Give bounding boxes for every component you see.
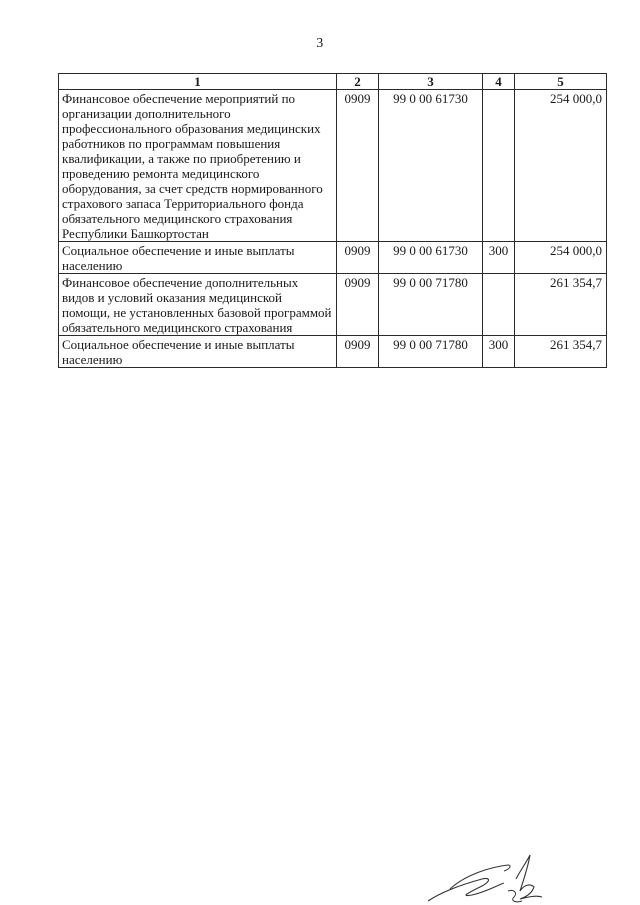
budget-table (58, 73, 607, 368)
header-col-3: 3 (379, 74, 483, 90)
row-section: 0909 (337, 336, 379, 368)
row-target: 99 0 00 71780 (379, 336, 483, 368)
row-target: 99 0 00 61730 (379, 90, 483, 242)
row-amount: 254 000,0 (515, 242, 607, 274)
header-col-5: 5 (515, 74, 607, 90)
table-header-row (59, 74, 607, 90)
page-number: 3 (316, 36, 324, 51)
row-target: 99 0 00 71780 (379, 274, 483, 336)
row-amount: 261 354,7 (515, 336, 607, 368)
header-col-1: 1 (59, 74, 337, 90)
table-row (59, 274, 607, 336)
table-row (59, 336, 607, 368)
table-row (59, 242, 607, 274)
header-col-2: 2 (337, 74, 379, 90)
row-target: 99 0 00 61730 (379, 242, 483, 274)
row-name: Финансовое обеспечение мероприятий по организации дополнительного профессионального образования медицинских работников по программам повышения квалификации, а также по приобретению и проведению ремонта медицинского оборудования, за счет средств нормированного страхового запаса Территориального фонда обязательного медицинского страхования Республики Башкортостан (59, 90, 337, 242)
row-expense-type (483, 90, 515, 242)
row-expense-type: 300 (483, 336, 515, 368)
table-row (59, 90, 607, 242)
row-name: Социальное обеспечение и иные выплаты населению (59, 242, 337, 274)
row-section: 0909 (337, 242, 379, 274)
row-section: 0909 (337, 274, 379, 336)
row-expense-type (483, 274, 515, 336)
row-section: 0909 (337, 90, 379, 242)
handwritten-signature (420, 845, 550, 905)
row-expense-type: 300 (483, 242, 515, 274)
row-name: Социальное обеспечение и иные выплаты населению (59, 336, 337, 368)
header-col-4: 4 (483, 74, 515, 90)
row-name: Финансовое обеспечение дополнительных видов и условий оказания медицинской помощи, не установленных базовой программой обязательного медицинского страхования (59, 274, 337, 336)
row-amount: 261 354,7 (515, 274, 607, 336)
row-amount: 254 000,0 (515, 90, 607, 242)
